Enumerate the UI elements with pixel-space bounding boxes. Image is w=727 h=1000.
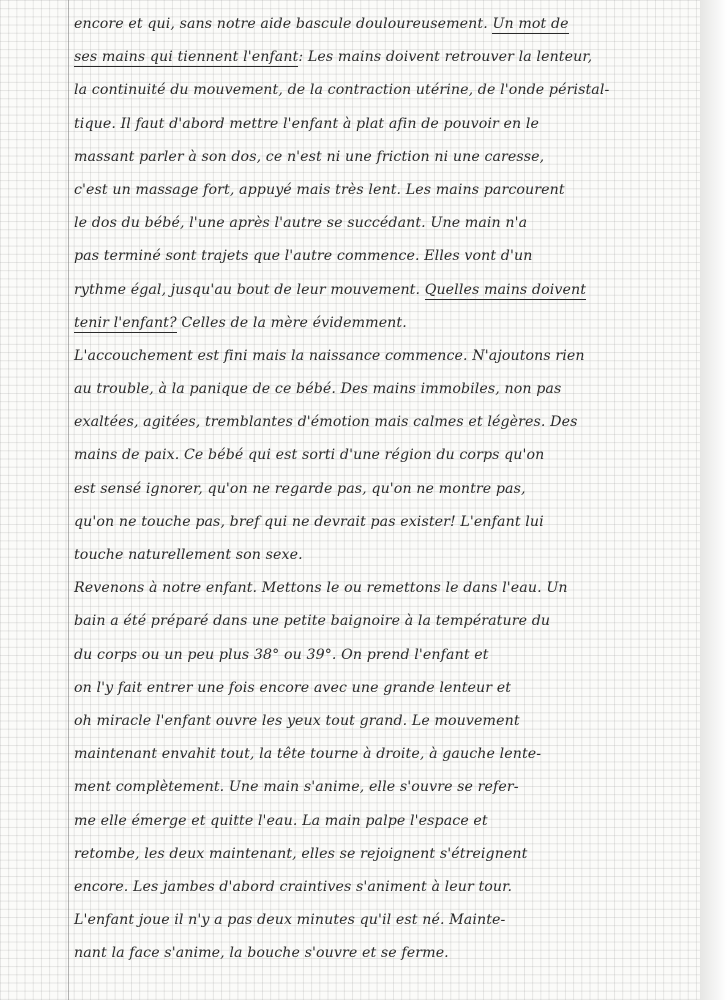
- text-line: [74, 41, 689, 74]
- text-segment: nant la face s'anime, la bouche s'ouvre et se ferme.: [74, 945, 449, 962]
- text-segment: Celles de la mère évidemment.: [176, 314, 407, 331]
- text-segment: le dos du bébé, l'une après l'autre se succédant. Une main n'a: [74, 215, 528, 232]
- underlined-text: Quelles mains doivent: [424, 281, 587, 298]
- text-segment: exaltées, agitées, tremblantes d'émotion mais calmes et légères. Des: [74, 414, 578, 431]
- text-line: [74, 108, 689, 141]
- text-line: [74, 207, 689, 240]
- text-line: [74, 805, 689, 838]
- page-edge-shadow: [700, 0, 727, 1000]
- text-line: [74, 240, 689, 273]
- text-segment: au trouble, à la panique de ce bébé. Des mains immobiles, non pas: [74, 381, 562, 398]
- text-line: [74, 340, 689, 373]
- handwritten-text: [74, 8, 689, 970]
- text-line: [74, 506, 689, 539]
- text-segment: L'enfant joue il n'y a pas deux minutes qu'il est né. Mainte-: [74, 912, 506, 929]
- text-segment: qu'on ne touche pas, bref qui ne devrait pas exister! L'enfant lui: [74, 513, 544, 530]
- text-line: [74, 672, 689, 705]
- text-line: [74, 605, 689, 638]
- text-line: [74, 904, 689, 937]
- text-line: [74, 539, 689, 572]
- text-segment: Revenons à notre enfant. Mettons le ou remettons le dans l'eau. Un: [74, 580, 568, 597]
- underlined-text: tenir l'enfant?: [74, 314, 177, 331]
- text-segment: me elle émerge et quitte l'eau. La main palpe l'espace et: [74, 812, 488, 829]
- text-segment: massant parler à son dos, ce n'est ni une friction ni une caresse,: [74, 148, 545, 165]
- text-segment: oh miracle l'enfant ouvre les yeux tout grand. Le mouvement: [74, 712, 520, 729]
- text-segment: du corps ou un peu plus 38° ou 39°. On prend l'enfant et: [74, 646, 489, 663]
- text-segment: retombe, les deux maintenant, elles se rejoignent s'étreignent: [74, 845, 528, 862]
- text-line: [74, 141, 689, 174]
- text-segment: ment complètement. Une main s'anime, elle s'ouvre se refer-: [74, 779, 519, 796]
- text-line: [74, 8, 689, 41]
- underlined-text: ses mains qui tiennent l'enfant: [74, 49, 299, 66]
- text-segment: la continuité du mouvement, de la contraction utérine, de l'onde péristal-: [74, 82, 610, 99]
- text-segment: rythme égal, jusqu'au bout de leur mouvement.: [74, 281, 425, 298]
- text-line: [74, 373, 689, 406]
- text-line: [74, 74, 689, 107]
- text-segment: pas terminé sont trajets que l'autre commence. Elles vont d'un: [74, 248, 533, 265]
- text-segment: bain a été préparé dans une petite baignoire à la température du: [74, 613, 551, 630]
- text-segment: on l'y fait entrer une fois encore avec une grande lenteur et: [74, 679, 512, 696]
- text-line: [74, 307, 689, 340]
- text-segment: tique. Il faut d'abord mettre l'enfant à plat afin de pouvoir en le: [74, 115, 539, 132]
- text-segment: : Les mains doivent retrouver la lenteur,: [298, 49, 593, 66]
- text-line: [74, 406, 689, 439]
- underlined-text: Un mot de: [492, 16, 569, 32]
- text-line: [74, 473, 689, 506]
- text-line: [74, 937, 689, 970]
- text-line: [74, 738, 689, 771]
- text-segment: mains de paix. Ce bébé qui est sorti d'une région du corps qu'on: [74, 447, 545, 464]
- text-line: [74, 639, 689, 672]
- text-line: [74, 838, 689, 871]
- text-line: [74, 174, 689, 207]
- margin-line: [68, 0, 69, 1000]
- text-segment: L'accouchement est fini mais la naissance commence. N'ajoutons rien: [74, 347, 585, 364]
- text-line: [74, 771, 689, 804]
- text-segment: c'est un massage fort, appuyé mais très lent. Les mains parcourent: [74, 181, 565, 198]
- text-segment: encore. Les jambes d'abord craintives s'animent à leur tour.: [74, 878, 513, 895]
- text-segment: encore et qui, sans notre aide bascule douloureusement.: [74, 16, 493, 32]
- text-segment: est sensé ignorer, qu'on ne regarde pas, qu'on ne montre pas,: [74, 480, 526, 497]
- text-segment: maintenant envahit tout, la tête tourne à droite, à gauche lente-: [74, 746, 542, 763]
- text-line: [74, 274, 689, 307]
- text-segment: touche naturellement son sexe.: [74, 547, 303, 563]
- text-line: [74, 572, 689, 605]
- text-line: [74, 705, 689, 738]
- text-line: [74, 871, 689, 904]
- text-line: [74, 439, 689, 472]
